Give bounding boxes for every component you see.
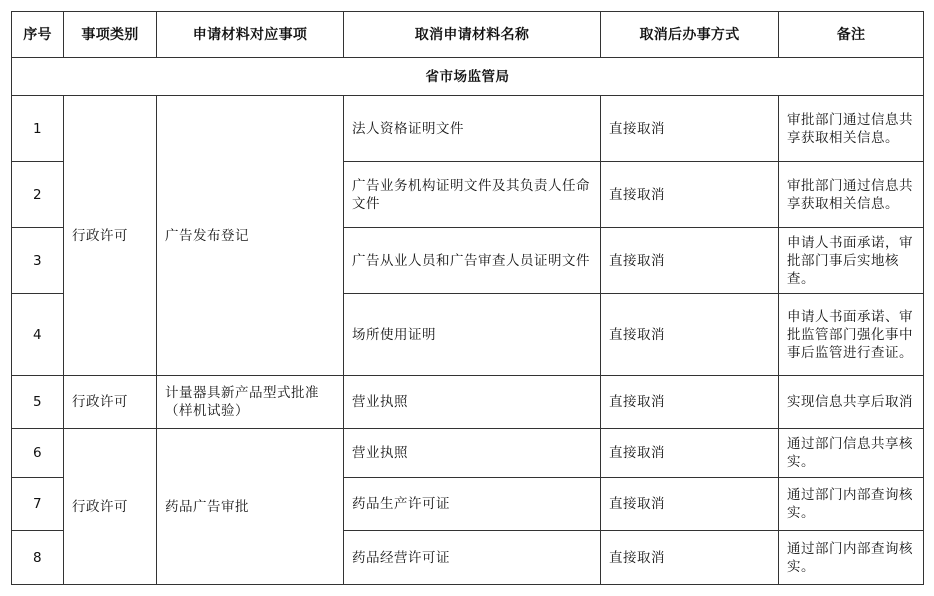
row-note: 审批部门通过信息共享获取相关信息。 — [779, 162, 924, 228]
group-category: 行政许可 — [64, 376, 157, 429]
section-title: 省市场监管局 — [12, 58, 924, 96]
row-material: 营业执照 — [344, 429, 601, 478]
row-seq: 8 — [12, 531, 64, 585]
group-item: 药品广告审批 — [157, 429, 344, 585]
section-row — [12, 58, 924, 96]
group-item: 计量器具新产品型式批准（样机试验） — [157, 376, 344, 429]
row-method: 直接取消 — [601, 228, 779, 294]
header-category: 事项类别 — [64, 12, 157, 58]
header-note: 备注 — [779, 12, 924, 58]
row-note: 申请人书面承诺、审批监管部门强化事中事后监管进行查证。 — [779, 294, 924, 376]
row-note: 申请人书面承诺，审批部门事后实地核查。 — [779, 228, 924, 294]
material-cancellation-table — [11, 11, 924, 585]
row-material: 营业执照 — [344, 376, 601, 429]
row-seq: 5 — [12, 376, 64, 429]
row-method: 直接取消 — [601, 376, 779, 429]
table-row — [12, 429, 924, 478]
header-seq: 序号 — [12, 12, 64, 58]
header-material: 取消申请材料名称 — [344, 12, 601, 58]
row-seq: 7 — [12, 478, 64, 531]
row-material: 广告从业人员和广告审查人员证明文件 — [344, 228, 601, 294]
row-note: 通过部门内部查询核实。 — [779, 531, 924, 585]
row-material: 广告业务机构证明文件及其负责人任命文件 — [344, 162, 601, 228]
row-seq: 1 — [12, 96, 64, 162]
row-seq: 2 — [12, 162, 64, 228]
group-item: 广告发布登记 — [157, 96, 344, 376]
row-material: 法人资格证明文件 — [344, 96, 601, 162]
row-method: 直接取消 — [601, 478, 779, 531]
row-note: 通过部门信息共享核实。 — [779, 429, 924, 478]
row-method: 直接取消 — [601, 531, 779, 585]
row-method: 直接取消 — [601, 162, 779, 228]
row-note: 实现信息共享后取消 — [779, 376, 924, 429]
row-method: 直接取消 — [601, 96, 779, 162]
group-category: 行政许可 — [64, 429, 157, 585]
row-note: 通过部门内部查询核实。 — [779, 478, 924, 531]
row-seq: 6 — [12, 429, 64, 478]
header-method: 取消后办事方式 — [601, 12, 779, 58]
row-material: 场所使用证明 — [344, 294, 601, 376]
row-method: 直接取消 — [601, 429, 779, 478]
row-seq: 4 — [12, 294, 64, 376]
table-row — [12, 96, 924, 162]
table-row — [12, 376, 924, 429]
row-method: 直接取消 — [601, 294, 779, 376]
row-note: 审批部门通过信息共享获取相关信息。 — [779, 96, 924, 162]
group-category: 行政许可 — [64, 96, 157, 376]
row-material: 药品生产许可证 — [344, 478, 601, 531]
header-row — [12, 12, 924, 58]
header-item: 申请材料对应事项 — [157, 12, 344, 58]
row-seq: 3 — [12, 228, 64, 294]
row-material: 药品经营许可证 — [344, 531, 601, 585]
